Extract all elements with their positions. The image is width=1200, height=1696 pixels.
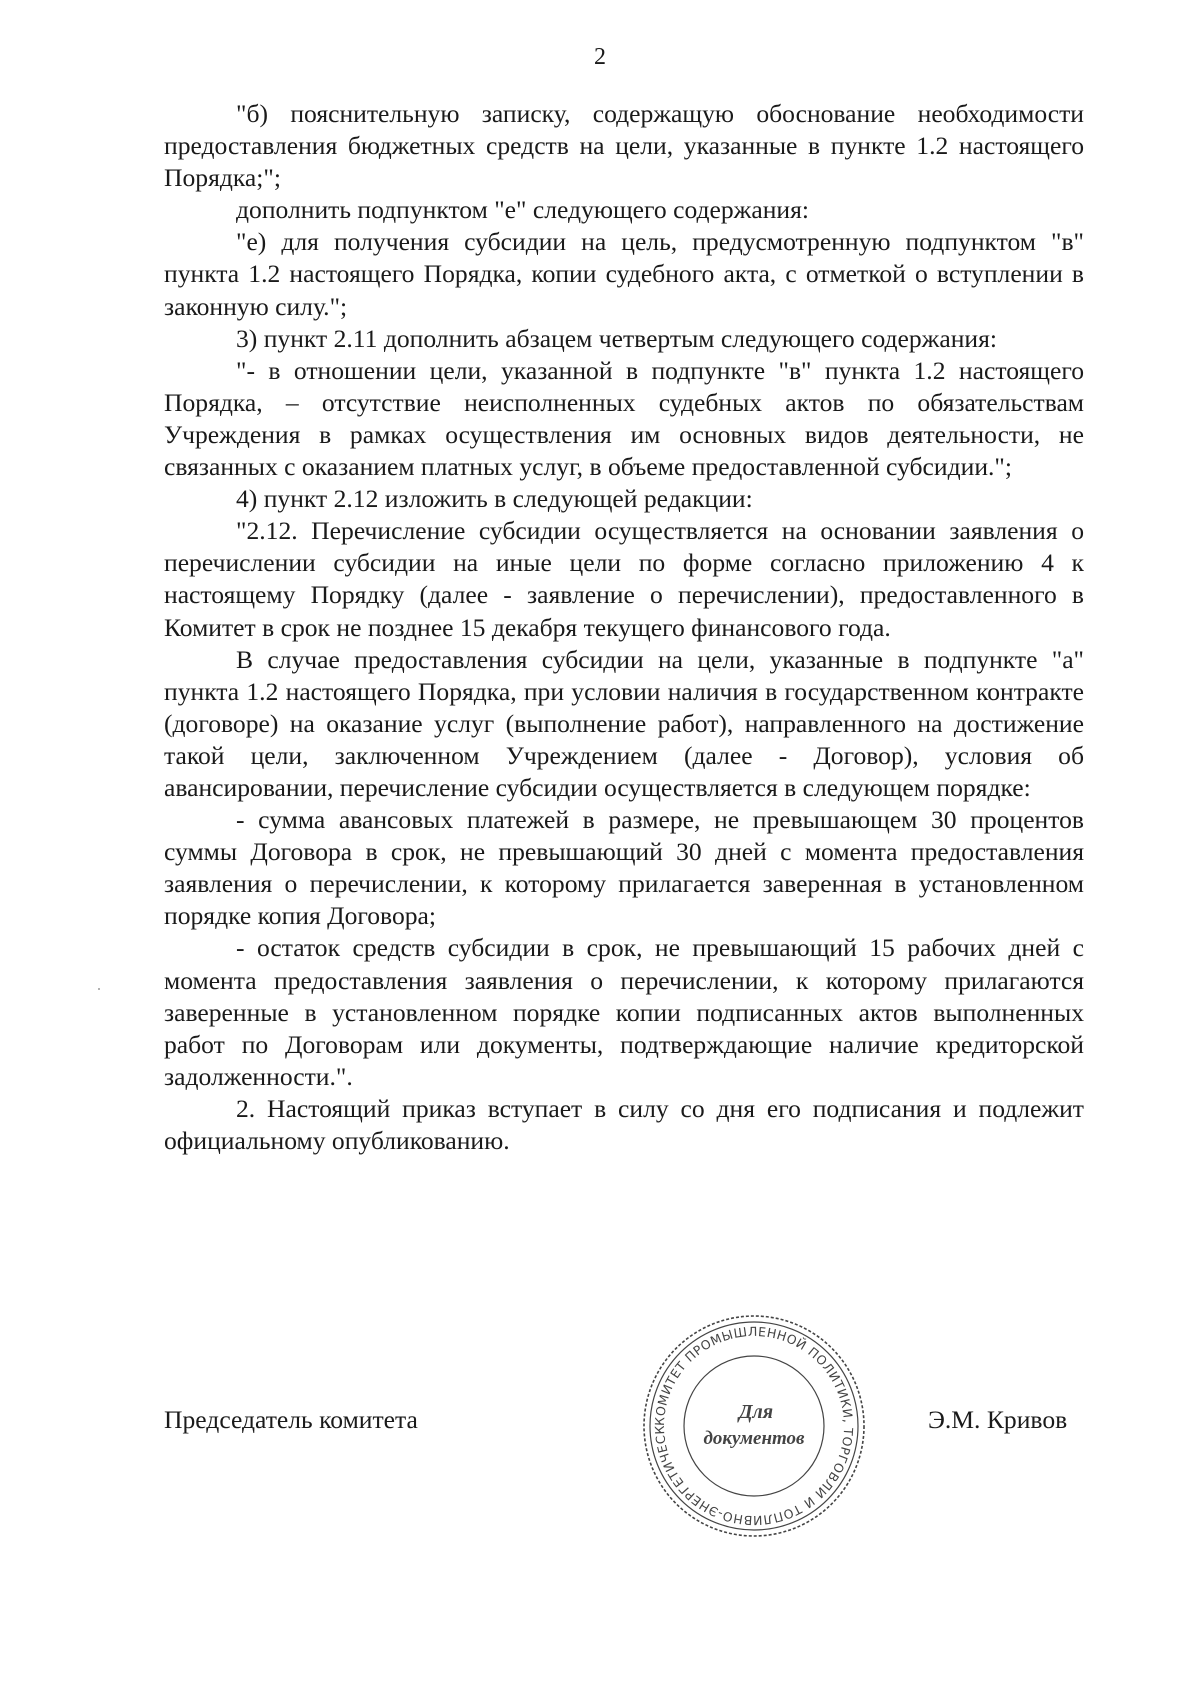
paragraph-2-12-text: "2.12. Перечисление субсидии осуществляется на основании заявления о перечислении субсидии на иные цели по форме согласно приложению 4 к настоящему Порядку (далее - заявление о перечислении), предоставленного в Комитет в срок не позднее 15 декабря текущего финансового года.: [164, 516, 1084, 642]
paragraph-advance-amount: - сумма авансовых платежей в размере, не превышающем 30 процентов суммы Договора в срок, не превышающий 30 дней с момента предоставления заявления о перечислении, к которому прилагается заверенная в установленном порядке копия Договора;: [164, 805, 1084, 931]
seal-ring-text: КОМИТЕТ ПРОМЫШЛЕННОЙ ПОЛИТИКИ, ТОРГОВЛИ И ТОПЛИВНО-ЭНЕРГЕТИЧЕСК: [651, 1323, 857, 1529]
official-seal: [638, 1310, 870, 1542]
paragraph-item-2-11: 3) пункт 2.11 дополнить абзацем четвертым следующего содержания:: [236, 323, 998, 353]
paragraph-item-2-12: 4) пункт 2.12 изложить в следующей редакции:: [236, 484, 753, 514]
signature-title: Председатель комитета: [164, 1405, 418, 1434]
paragraph-court-acts: "- в отношении цели, указанной в подпункте "в" пункта 1.2 настоящего Порядка, – отсутствие неисполненных судебных актов по обязательствам Учреждения в рамках осуществления им основных видов деятельности, не связанных с оказанием платных услуг, в объеме предоставленной субсидии.";: [164, 355, 1084, 482]
paragraph-explanatory-note: "б) пояснительную записку, содержащую обоснование необходимости предоставления бюджетных средств на цели, указанные в пункте 1.2 настоящего Порядка;";: [164, 99, 1084, 193]
paragraph-remainder: - остаток средств субсидии в срок, не превышающий 15 рабочих дней с момента предоставления заявления о перечислении, к которому прилагаются заверенные в установленном порядке копии подписанных актов выполненных работ по Договорам или документы, подтверждающие наличие кредиторской задолженности.".: [164, 933, 1084, 1091]
paragraph-effective: 2. Настоящий приказ вступает в силу со дня его подписания и подлежит официальному опубликованию.: [164, 1093, 1084, 1155]
scan-speck: [98, 988, 100, 990]
seal-center-line2: документов: [703, 1428, 805, 1449]
paragraph-advance-conditions: В случае предоставления субсидии на цели, указанные в подпункте "а" пункта 1.2 настоящего Порядка, при условии наличия в государственном контракте (договоре) на оказание услуг (выполнение работ), направленного на достижение такой цели, заключенном Учреждением (далее - Договор), условия об авансировании, перечисление субсидии осуществляется в следующем порядке:: [164, 644, 1084, 802]
seal-graphic: [638, 1310, 870, 1542]
signature-name: Э.М. Кривов: [928, 1405, 1068, 1434]
seal-center-line1: Для: [738, 1401, 774, 1423]
signature-block: [0, 1405, 1200, 1445]
paragraph-subitem-e: "е) для получения субсидии на цель, предусмотренную подпунктом "в" пункта 1.2 настоящего Порядка, копии судебного акта, с отметкой о вступлении в законную силу.";: [164, 227, 1084, 321]
page-number: 2: [594, 44, 606, 70]
paragraph-add-subitem-e: дополнить подпунктом "е" следующего содержания:: [236, 195, 809, 225]
document-body: [164, 98, 1084, 1157]
